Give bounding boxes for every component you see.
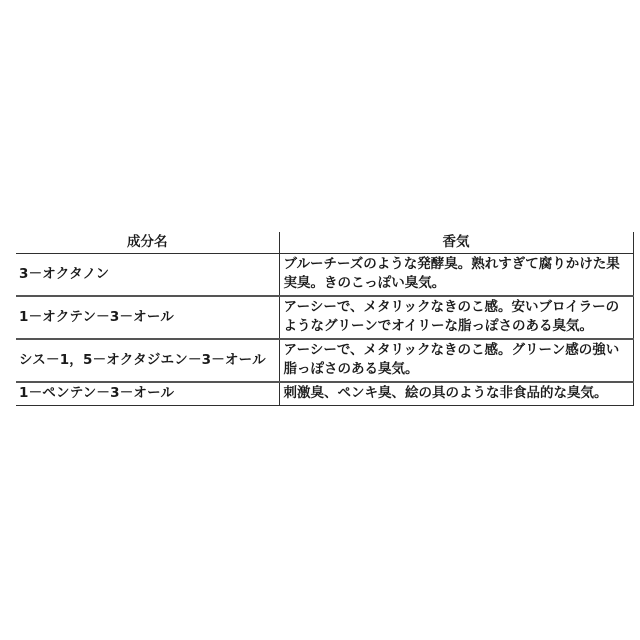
aroma-description-cell: ブルーチーズのような発酵臭。熟れすぎて腐りかけた果実臭。きのこっぽい臭気。 [279, 254, 633, 297]
component-name-cell: 1－ペンテン－3－オール [16, 382, 279, 406]
component-aroma-table [16, 232, 634, 406]
component-name-cell: シス－1，5－オクタジエン－3－オール [16, 339, 279, 382]
table-row [16, 254, 633, 297]
header-row [16, 232, 633, 254]
component-name-cell: 1－オクテン－3－オール [16, 296, 279, 339]
component-name-cell: 3－オクタノン [16, 254, 279, 297]
table-row [16, 296, 633, 339]
column-header-aroma: 香気 [279, 232, 633, 254]
aroma-description-cell: アーシーで、メタリックなきのこ感。グリーン感の強い脂っぽさのある臭気。 [279, 339, 633, 382]
table-row [16, 382, 633, 406]
aroma-description-cell: アーシーで、メタリックなきのこ感。安いブロイラーのようなグリーンでオイリーな脂っぽさのある臭気。 [279, 296, 633, 339]
column-header-component: 成分名 [16, 232, 279, 254]
table-row [16, 339, 633, 382]
aroma-description-cell: 刺激臭、ペンキ臭、絵の具のような非食品的な臭気。 [279, 382, 633, 406]
